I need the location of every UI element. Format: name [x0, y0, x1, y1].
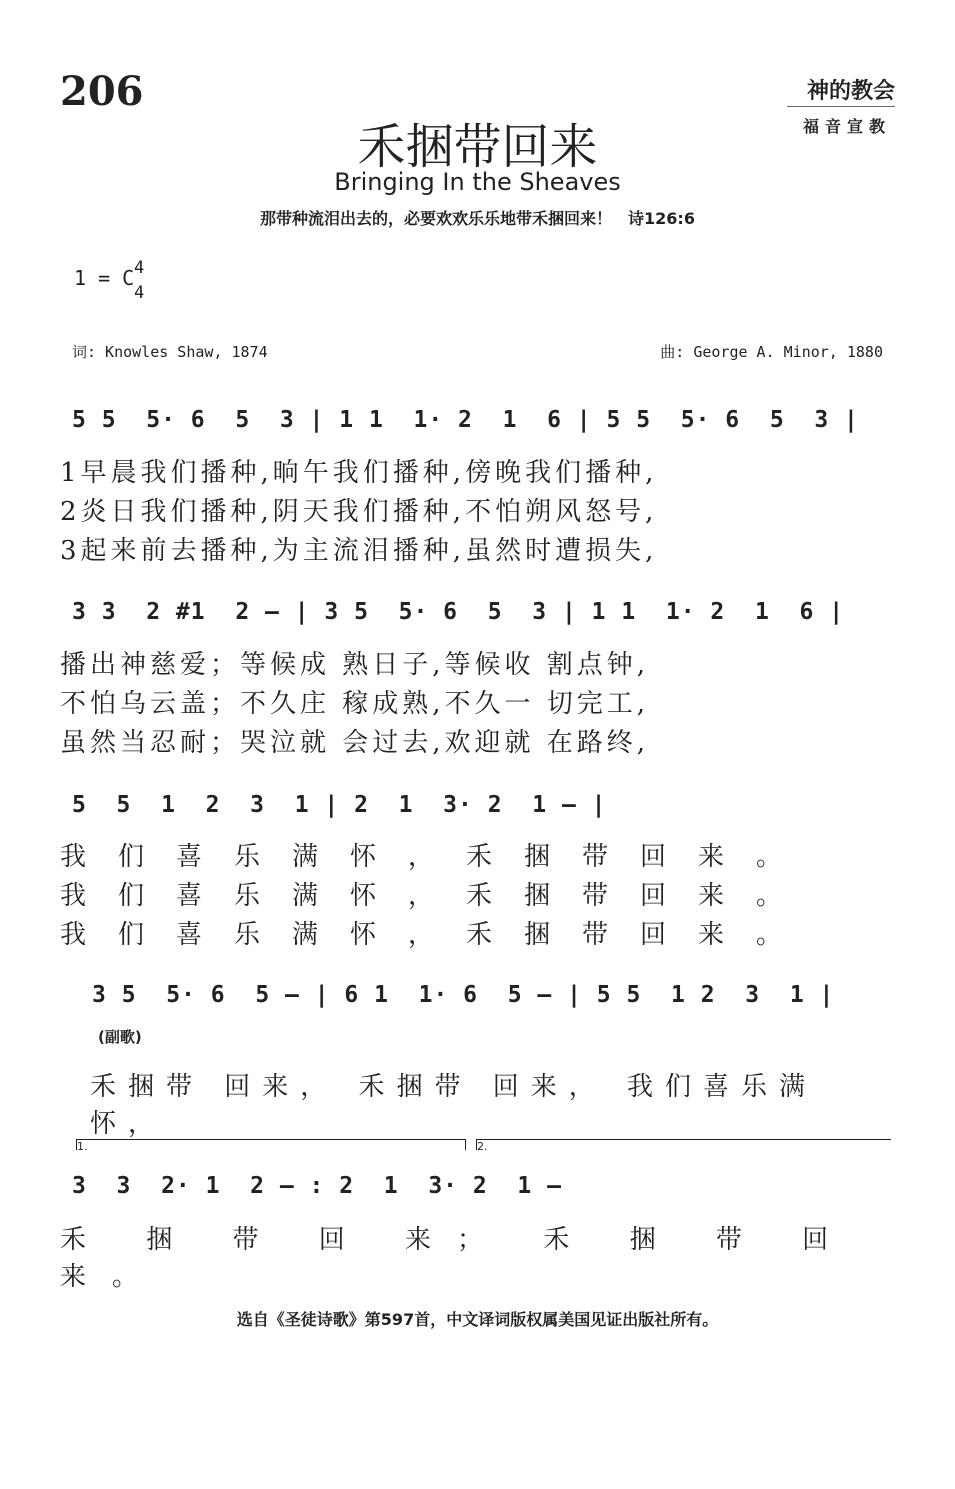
music-line-2 — [72, 594, 894, 630]
time-signature-top: 4 — [134, 258, 145, 278]
lyric-line-3-2 — [60, 875, 894, 912]
notation-text: 3 3 2 #1 2 – | 3 5 5· 6 5 3 | 1 1 1· 2 1 6 | — [72, 599, 845, 625]
lyric-text: 我们喜乐满怀，禾捆带回来。 — [60, 920, 815, 950]
lyric-line-2-3 — [60, 722, 894, 759]
copyright-footer: 选自《圣徒诗歌》第597首，中文译词版权属美国见证出版社所有。 — [236, 1310, 719, 1329]
key-signature: 1 = C — [74, 266, 135, 290]
lyric-text: 禾 捆 带 回 来； 禾 捆 带 回 来。 — [60, 1225, 855, 1292]
lyric-text: 我们喜乐满怀，禾捆带回来。 — [60, 881, 815, 911]
lyric-line-2-2 — [60, 683, 894, 720]
lyric-text: 3起来前去播种,为主流泪播种,虽然时遭损失, — [60, 536, 658, 566]
lyric-text: 禾捆带 回来， 禾捆带 回来， 我们喜乐满怀， — [90, 1072, 818, 1139]
church-name: 神的教会 — [806, 78, 895, 104]
lyric-text: 播出神慈爱；等候成 熟日子,等候收 割点钟, — [60, 650, 650, 680]
lyric-line-1-3 — [60, 530, 894, 567]
lyric-line-5-1 — [60, 1219, 894, 1293]
music-line-1 — [72, 402, 894, 438]
lyric-line-4-1 — [90, 1066, 890, 1140]
second-ending-bracket — [476, 1139, 891, 1153]
hymn-subtitle: Bringing In the Sheaves — [334, 168, 621, 196]
lyric-text: 2炎日我们播种,阴天我们播种,不怕朔风怒号, — [60, 497, 658, 527]
lyric-line-1-2 — [60, 491, 894, 528]
first-ending-bracket — [76, 1139, 466, 1153]
music-line-5 — [72, 1168, 894, 1204]
time-signature-bottom: 4 — [134, 283, 145, 303]
composer-credit: 曲: George A. Minor, 1880 — [660, 343, 883, 361]
lyricist-credit: 词: Knowles Shaw, 1874 — [72, 343, 268, 361]
lyric-text: 我们喜乐满怀，禾捆带回来。 — [60, 842, 815, 872]
notation-text: 3 3 2· 1 2 – : 2 1 3· 2 1 – — [72, 1173, 562, 1199]
music-line-4 — [72, 977, 894, 1013]
church-divider — [787, 106, 895, 107]
lyric-line-3-1 — [60, 836, 894, 873]
first-ending-label: 1. — [77, 1140, 88, 1153]
hymn-number: 206 — [60, 68, 144, 115]
lyric-text: 虽然当忍耐；哭泣就 会过去,欢迎就 在路终, — [60, 728, 650, 758]
music-line-3 — [72, 787, 894, 823]
lyric-line-3-3 — [60, 914, 894, 951]
lyric-line-2-1 — [60, 644, 894, 681]
scripture-verse: 那带种流泪出去的，必要欢欢乐乐地带禾捆回来！ 诗126:6 — [260, 209, 695, 228]
lyric-line-1-1 — [60, 452, 894, 489]
hymn-title: 禾捆带回来 — [357, 119, 598, 175]
chorus-tag: (副歌) — [98, 1028, 142, 1046]
second-ending-label: 2. — [477, 1140, 488, 1153]
notation-text: 5 5 1 2 3 1 | 2 1 3· 2 1 – | — [72, 792, 607, 818]
lyric-text: 1早晨我们播种,晌午我们播种,傍晚我们播种, — [60, 458, 658, 488]
church-subtitle: 福音宣教 — [802, 117, 891, 136]
notation-text: 3 5 5· 6 5 – | 6 1 1· 6 5 – | 5 5 1 2 3 1 | — [92, 982, 835, 1008]
notation-text: 5 5 5· 6 5 3 | 1 1 1· 2 1 6 | 5 5 5· 6 5 3 | — [72, 407, 859, 433]
lyric-text: 不怕乌云盖；不久庄 稼成熟,不久一 切完工, — [60, 689, 650, 719]
